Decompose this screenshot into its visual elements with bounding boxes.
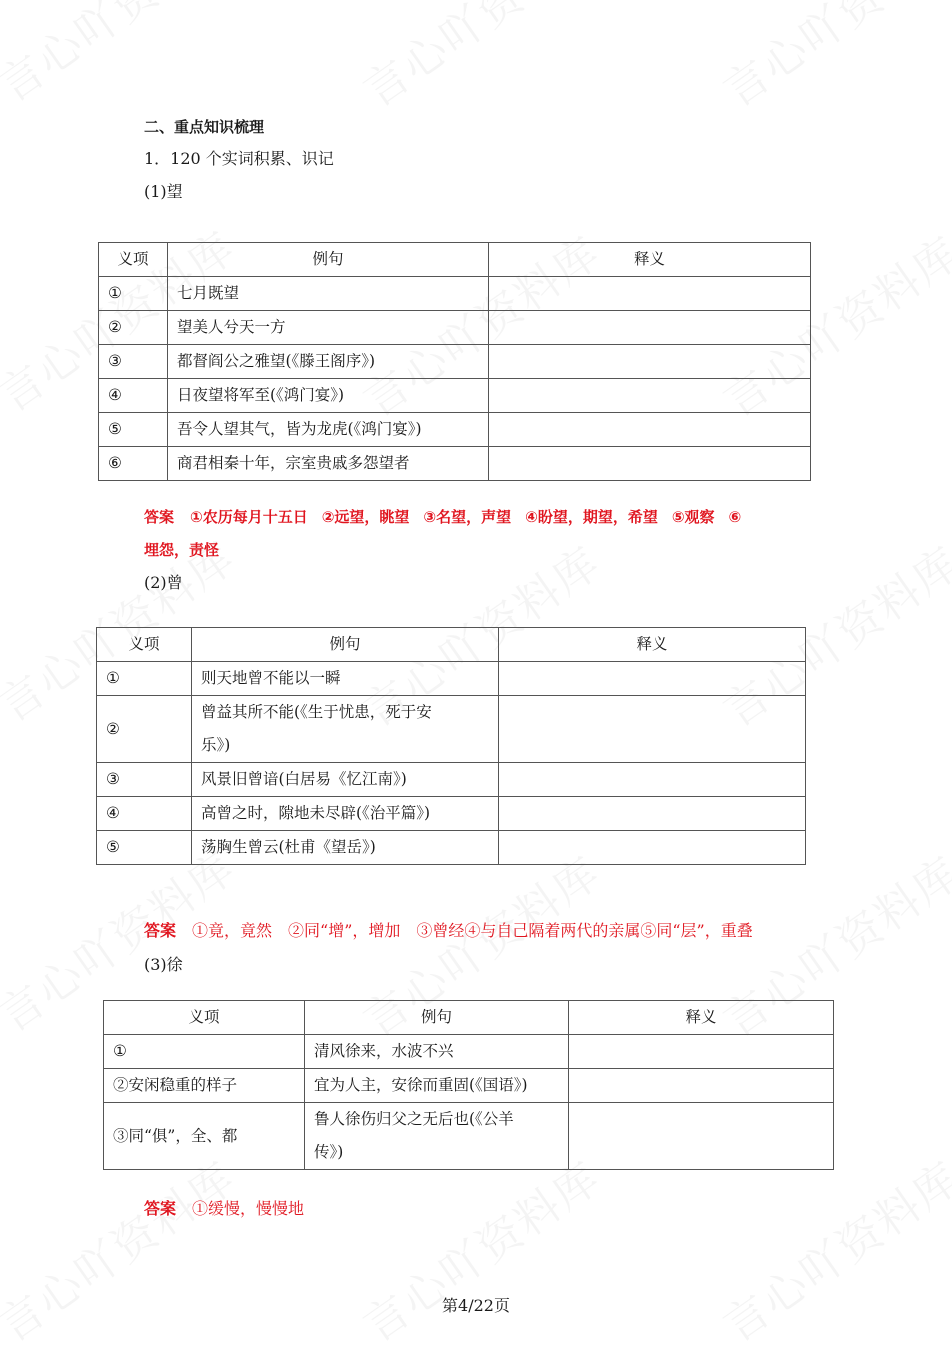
meaning-cell[interactable] xyxy=(499,797,806,831)
example-line: 乐》) xyxy=(201,736,231,754)
header-cell: 例句 xyxy=(305,1001,569,1035)
example-cell: 日夜望将军至(《鸿门宴》) xyxy=(168,379,489,413)
item-cell: ⑥ xyxy=(99,447,168,481)
answer-xu xyxy=(144,1199,304,1219)
meaning-cell[interactable] xyxy=(489,413,811,447)
meaning-cell[interactable] xyxy=(499,763,806,797)
example-cell: 吾令人望其气，皆为龙虎(《鸿门宴》) xyxy=(168,413,489,447)
meaning-cell[interactable] xyxy=(499,831,806,865)
table-ceng xyxy=(96,627,806,865)
table-row xyxy=(99,311,811,345)
entry-title-wang: (1)望 xyxy=(144,182,183,201)
item-cell: ① xyxy=(97,662,192,696)
answer-ceng xyxy=(144,921,753,941)
table-row xyxy=(97,662,806,696)
header-cell: 例句 xyxy=(192,628,499,662)
page-number: 第4/22页 xyxy=(442,1296,510,1315)
answer-item: ④盼望，期望，希望 xyxy=(525,508,658,526)
example-cell: 风景旧曾谙(白居易《忆江南》) xyxy=(192,763,499,797)
answer-item: ①农历每月十五日 xyxy=(190,508,308,526)
meaning-cell[interactable] xyxy=(499,696,806,763)
meaning-cell[interactable] xyxy=(569,1035,834,1069)
subheading: 1．120 个实词积累、识记 xyxy=(144,149,334,168)
entry-title-xu: (3)徐 xyxy=(144,955,183,974)
meaning-cell[interactable] xyxy=(489,345,811,379)
answer-label: 答案 xyxy=(144,508,175,526)
table-row xyxy=(99,379,811,413)
item-cell: ③ xyxy=(99,345,168,379)
entry-title-ceng: (2)曾 xyxy=(144,573,183,592)
example-cell: 宜为人主，安徐而重固(《国语》) xyxy=(305,1069,569,1103)
table-row xyxy=(104,1035,834,1069)
section-heading: 二、重点知识梳理 xyxy=(144,118,265,136)
item-cell: ③同“俱”，全、都 xyxy=(104,1103,305,1170)
header-cell: 义项 xyxy=(104,1001,305,1035)
answer-text: ①竟，竟然 ②同“增”，增加 ③曾经④与自己隔着两代的亲属⑤同“层”，重叠 xyxy=(192,921,753,940)
table-header-row xyxy=(97,628,806,662)
item-cell: ⑤ xyxy=(99,413,168,447)
item-cell: ③ xyxy=(97,763,192,797)
example-line: 鲁人徐伤归父之无后也(《公羊 xyxy=(314,1110,514,1128)
answer-item: ⑤观察 xyxy=(671,508,715,526)
item-cell: ① xyxy=(99,277,168,311)
example-cell: 荡胸生曾云(杜甫《望岳》) xyxy=(192,831,499,865)
answer-text: ①缓慢，慢慢地 xyxy=(192,1199,305,1218)
meaning-cell[interactable] xyxy=(499,662,806,696)
table-header-row xyxy=(104,1001,834,1035)
header-cell: 例句 xyxy=(168,243,489,277)
answer-item: ⑥ xyxy=(728,508,742,526)
table-xu xyxy=(103,1000,834,1170)
item-cell: ① xyxy=(104,1035,305,1069)
header-cell: 释义 xyxy=(499,628,806,662)
item-cell: ② xyxy=(97,696,192,763)
example-cell: 望美人兮天一方 xyxy=(168,311,489,345)
example-cell xyxy=(305,1103,569,1170)
table-row xyxy=(99,447,811,481)
example-line: 传》) xyxy=(314,1143,344,1161)
header-cell: 义项 xyxy=(99,243,168,277)
table-row xyxy=(104,1103,834,1170)
table-row xyxy=(97,696,806,763)
table-row xyxy=(99,345,811,379)
example-cell: 清风徐来，水波不兴 xyxy=(305,1035,569,1069)
example-line: 曾益其所不能(《生于忧患，死于安 xyxy=(201,703,432,721)
answer-wang-line2: 埋怨，责怪 xyxy=(144,541,220,559)
answer-item: ③名望，声望 xyxy=(423,508,512,526)
meaning-cell[interactable] xyxy=(489,311,811,345)
item-cell: ⑤ xyxy=(97,831,192,865)
example-cell: 七月既望 xyxy=(168,277,489,311)
answer-wang-line1 xyxy=(144,507,741,527)
header-cell: 释义 xyxy=(489,243,811,277)
meaning-cell[interactable] xyxy=(489,447,811,481)
table-row xyxy=(97,763,806,797)
table-row xyxy=(99,277,811,311)
header-cell: 释义 xyxy=(569,1001,834,1035)
answer-item: ②远望，眺望 xyxy=(321,508,410,526)
item-cell: ② xyxy=(99,311,168,345)
item-cell: ④ xyxy=(99,379,168,413)
item-cell: ②安闲稳重的样子 xyxy=(104,1069,305,1103)
example-cell: 都督阎公之雅望(《滕王阁序》) xyxy=(168,345,489,379)
answer-label: 答案 xyxy=(144,921,177,940)
answer-label: 答案 xyxy=(144,1199,177,1218)
table-row xyxy=(97,831,806,865)
example-cell: 则天地曾不能以一瞬 xyxy=(192,662,499,696)
meaning-cell[interactable] xyxy=(569,1069,834,1103)
table-wang xyxy=(98,242,811,481)
meaning-cell[interactable] xyxy=(569,1103,834,1170)
table-row xyxy=(104,1069,834,1103)
example-cell: 商君相秦十年，宗室贵戚多怨望者 xyxy=(168,447,489,481)
table-header-row xyxy=(99,243,811,277)
meaning-cell[interactable] xyxy=(489,277,811,311)
table-row xyxy=(99,413,811,447)
item-cell: ④ xyxy=(97,797,192,831)
table-row xyxy=(97,797,806,831)
example-cell: 高曾之时，隙地未尽辟(《治平篇》) xyxy=(192,797,499,831)
meaning-cell[interactable] xyxy=(489,379,811,413)
header-cell: 义项 xyxy=(97,628,192,662)
example-cell xyxy=(192,696,499,763)
